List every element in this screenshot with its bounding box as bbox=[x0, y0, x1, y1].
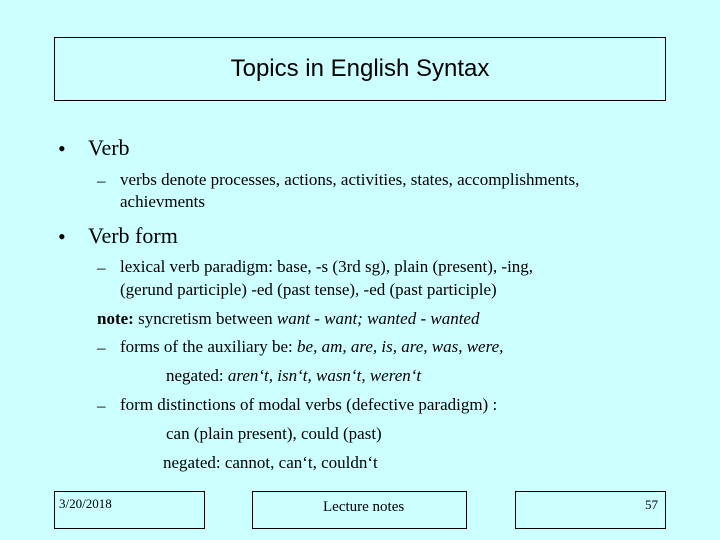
bullet-verb: Verb bbox=[88, 135, 130, 160]
modal-distinctions-line: form distinctions of modal verbs (defective paradigm) : bbox=[120, 395, 498, 414]
paradigm-line2: (gerund participle) -ed (past tense), -ed (past participle) bbox=[120, 280, 497, 299]
bullet-verb-form: Verb form bbox=[88, 223, 178, 248]
bullet-marker: • bbox=[58, 136, 66, 161]
note-separator: - bbox=[309, 309, 325, 328]
paradigm-line1: lexical verb paradigm: base, -s (3rd sg), plain (present), -ing, bbox=[120, 257, 534, 276]
note-text: syncretism between bbox=[133, 309, 277, 328]
dash-marker: – bbox=[97, 171, 106, 190]
neg-forms: aren‘t, isn‘t, wasn‘t, weren‘t bbox=[227, 366, 422, 385]
modal-forms-line: can (plain present), could (past) bbox=[166, 424, 382, 443]
syncretism-note bbox=[97, 310, 479, 327]
dash-marker: – bbox=[97, 396, 106, 415]
bullet-marker: • bbox=[58, 224, 66, 249]
note-label: note: bbox=[97, 309, 134, 328]
aux-forms: be, am, are, is, are, was, were, bbox=[297, 337, 504, 356]
footer-center-text: Lecture notes bbox=[323, 499, 405, 515]
slide-title-box bbox=[54, 37, 666, 101]
footer-date: 3/20/2018 bbox=[59, 496, 112, 511]
verb-definition-line2: achievments bbox=[120, 192, 205, 211]
footer-center-box bbox=[252, 491, 467, 529]
verb-definition-line1: verbs denote processes, actions, activities, states, accomplishments, bbox=[120, 170, 580, 189]
modal-negated-line: negated: cannot, can‘t, couldn‘t bbox=[163, 453, 378, 472]
note-example-wanted: want; wanted - wanted bbox=[324, 309, 480, 328]
footer-page-number: 57 bbox=[645, 497, 658, 512]
auxiliary-forms-line bbox=[120, 338, 503, 355]
dash-marker: – bbox=[97, 338, 106, 357]
auxiliary-negated-line bbox=[166, 367, 421, 384]
footer-date-box bbox=[54, 491, 205, 529]
note-example-want: want bbox=[276, 309, 310, 328]
footer-page-box bbox=[515, 491, 666, 529]
aux-prefix: forms of the auxiliary be: bbox=[120, 337, 298, 356]
dash-marker: – bbox=[97, 258, 106, 277]
neg-prefix: negated: bbox=[166, 366, 228, 385]
slide-title: Topics in English Syntax bbox=[230, 55, 490, 82]
